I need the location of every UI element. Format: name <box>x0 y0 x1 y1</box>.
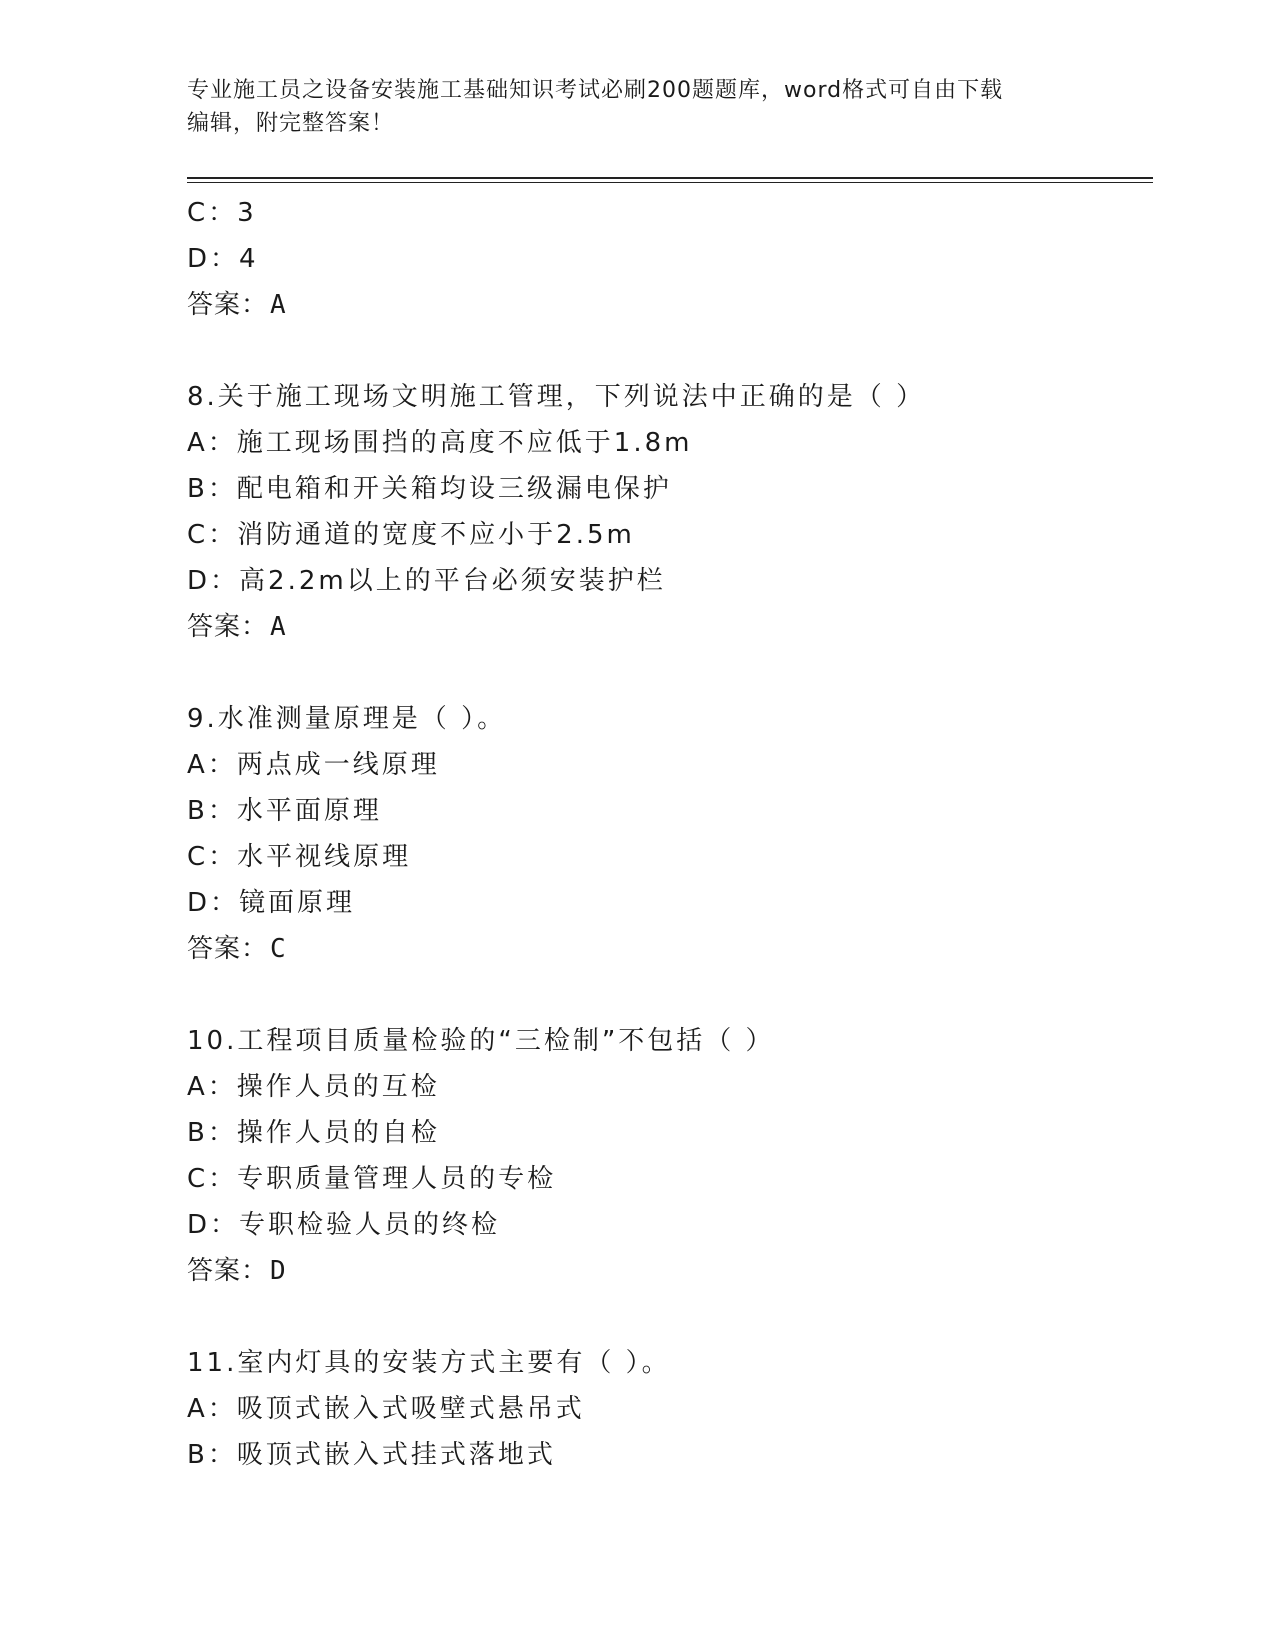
header-title-line-1: 专业施工员之设备安装施工基础知识考试必刷200题题库，word格式可自由下载 <box>187 78 1004 103</box>
answer-line <box>187 604 1153 650</box>
option-a: A：吸顶式嵌入式吸壁式悬吊式 <box>187 1394 585 1424</box>
question-10 <box>187 1018 1153 1294</box>
answer-line <box>187 1248 1153 1294</box>
header-divider-thin <box>187 182 1153 183</box>
option-c: C：3 <box>187 198 257 228</box>
question-stem: 11.室内灯具的安装方式主要有（ ）。 <box>187 1348 671 1378</box>
question-spacer <box>187 972 1153 1018</box>
question-9 <box>187 696 1153 972</box>
option-c: C：消防通道的宽度不应小于2.5m <box>187 520 635 550</box>
answer-value: D <box>270 1256 287 1286</box>
answer-label: 答案： <box>187 934 269 964</box>
answer-label: 答案： <box>187 612 269 642</box>
question-stem: 8.关于施工现场文明施工管理，下列说法中正确的是（ ） <box>187 382 926 412</box>
option-a: A：操作人员的互检 <box>187 1072 440 1102</box>
answer-line <box>187 282 1153 328</box>
document-header <box>187 74 1087 140</box>
option-c: C：水平视线原理 <box>187 842 412 872</box>
option-b: B：水平面原理 <box>187 796 382 826</box>
answer-value: A <box>270 612 287 642</box>
partial-question-7 <box>187 190 1153 328</box>
question-8 <box>187 374 1153 650</box>
answer-label: 答案： <box>187 290 269 320</box>
question-stem: 10.工程项目质量检验的“三检制”不包括（ ） <box>187 1026 775 1056</box>
question-spacer <box>187 328 1153 374</box>
question-spacer <box>187 650 1153 696</box>
option-c: C：专职质量管理人员的专检 <box>187 1164 557 1194</box>
option-d: D：镜面原理 <box>187 888 356 918</box>
header-divider-thick <box>187 177 1153 179</box>
answer-line <box>187 926 1153 972</box>
option-b: B：吸顶式嵌入式挂式落地式 <box>187 1440 556 1470</box>
option-d: D：4 <box>187 244 259 274</box>
answer-value: A <box>270 290 287 320</box>
option-d: D：高2.2m以上的平台必须安装护栏 <box>187 566 666 596</box>
answer-label: 答案： <box>187 1256 269 1286</box>
option-b: B：配电箱和开关箱均设三级漏电保护 <box>187 474 672 504</box>
question-stem: 9.水准测量原理是（ ）。 <box>187 704 507 734</box>
header-title-line-2: 编辑，附完整答案！ <box>187 111 395 136</box>
question-list <box>187 190 1153 1478</box>
option-b: B：操作人员的自检 <box>187 1118 440 1148</box>
question-spacer <box>187 1294 1153 1340</box>
answer-value: C <box>270 934 287 964</box>
option-a: A：两点成一线原理 <box>187 750 440 780</box>
question-11 <box>187 1340 1153 1478</box>
option-a: A：施工现场围挡的高度不应低于1.8m <box>187 428 693 458</box>
option-d: D：专职检验人员的终检 <box>187 1210 501 1240</box>
